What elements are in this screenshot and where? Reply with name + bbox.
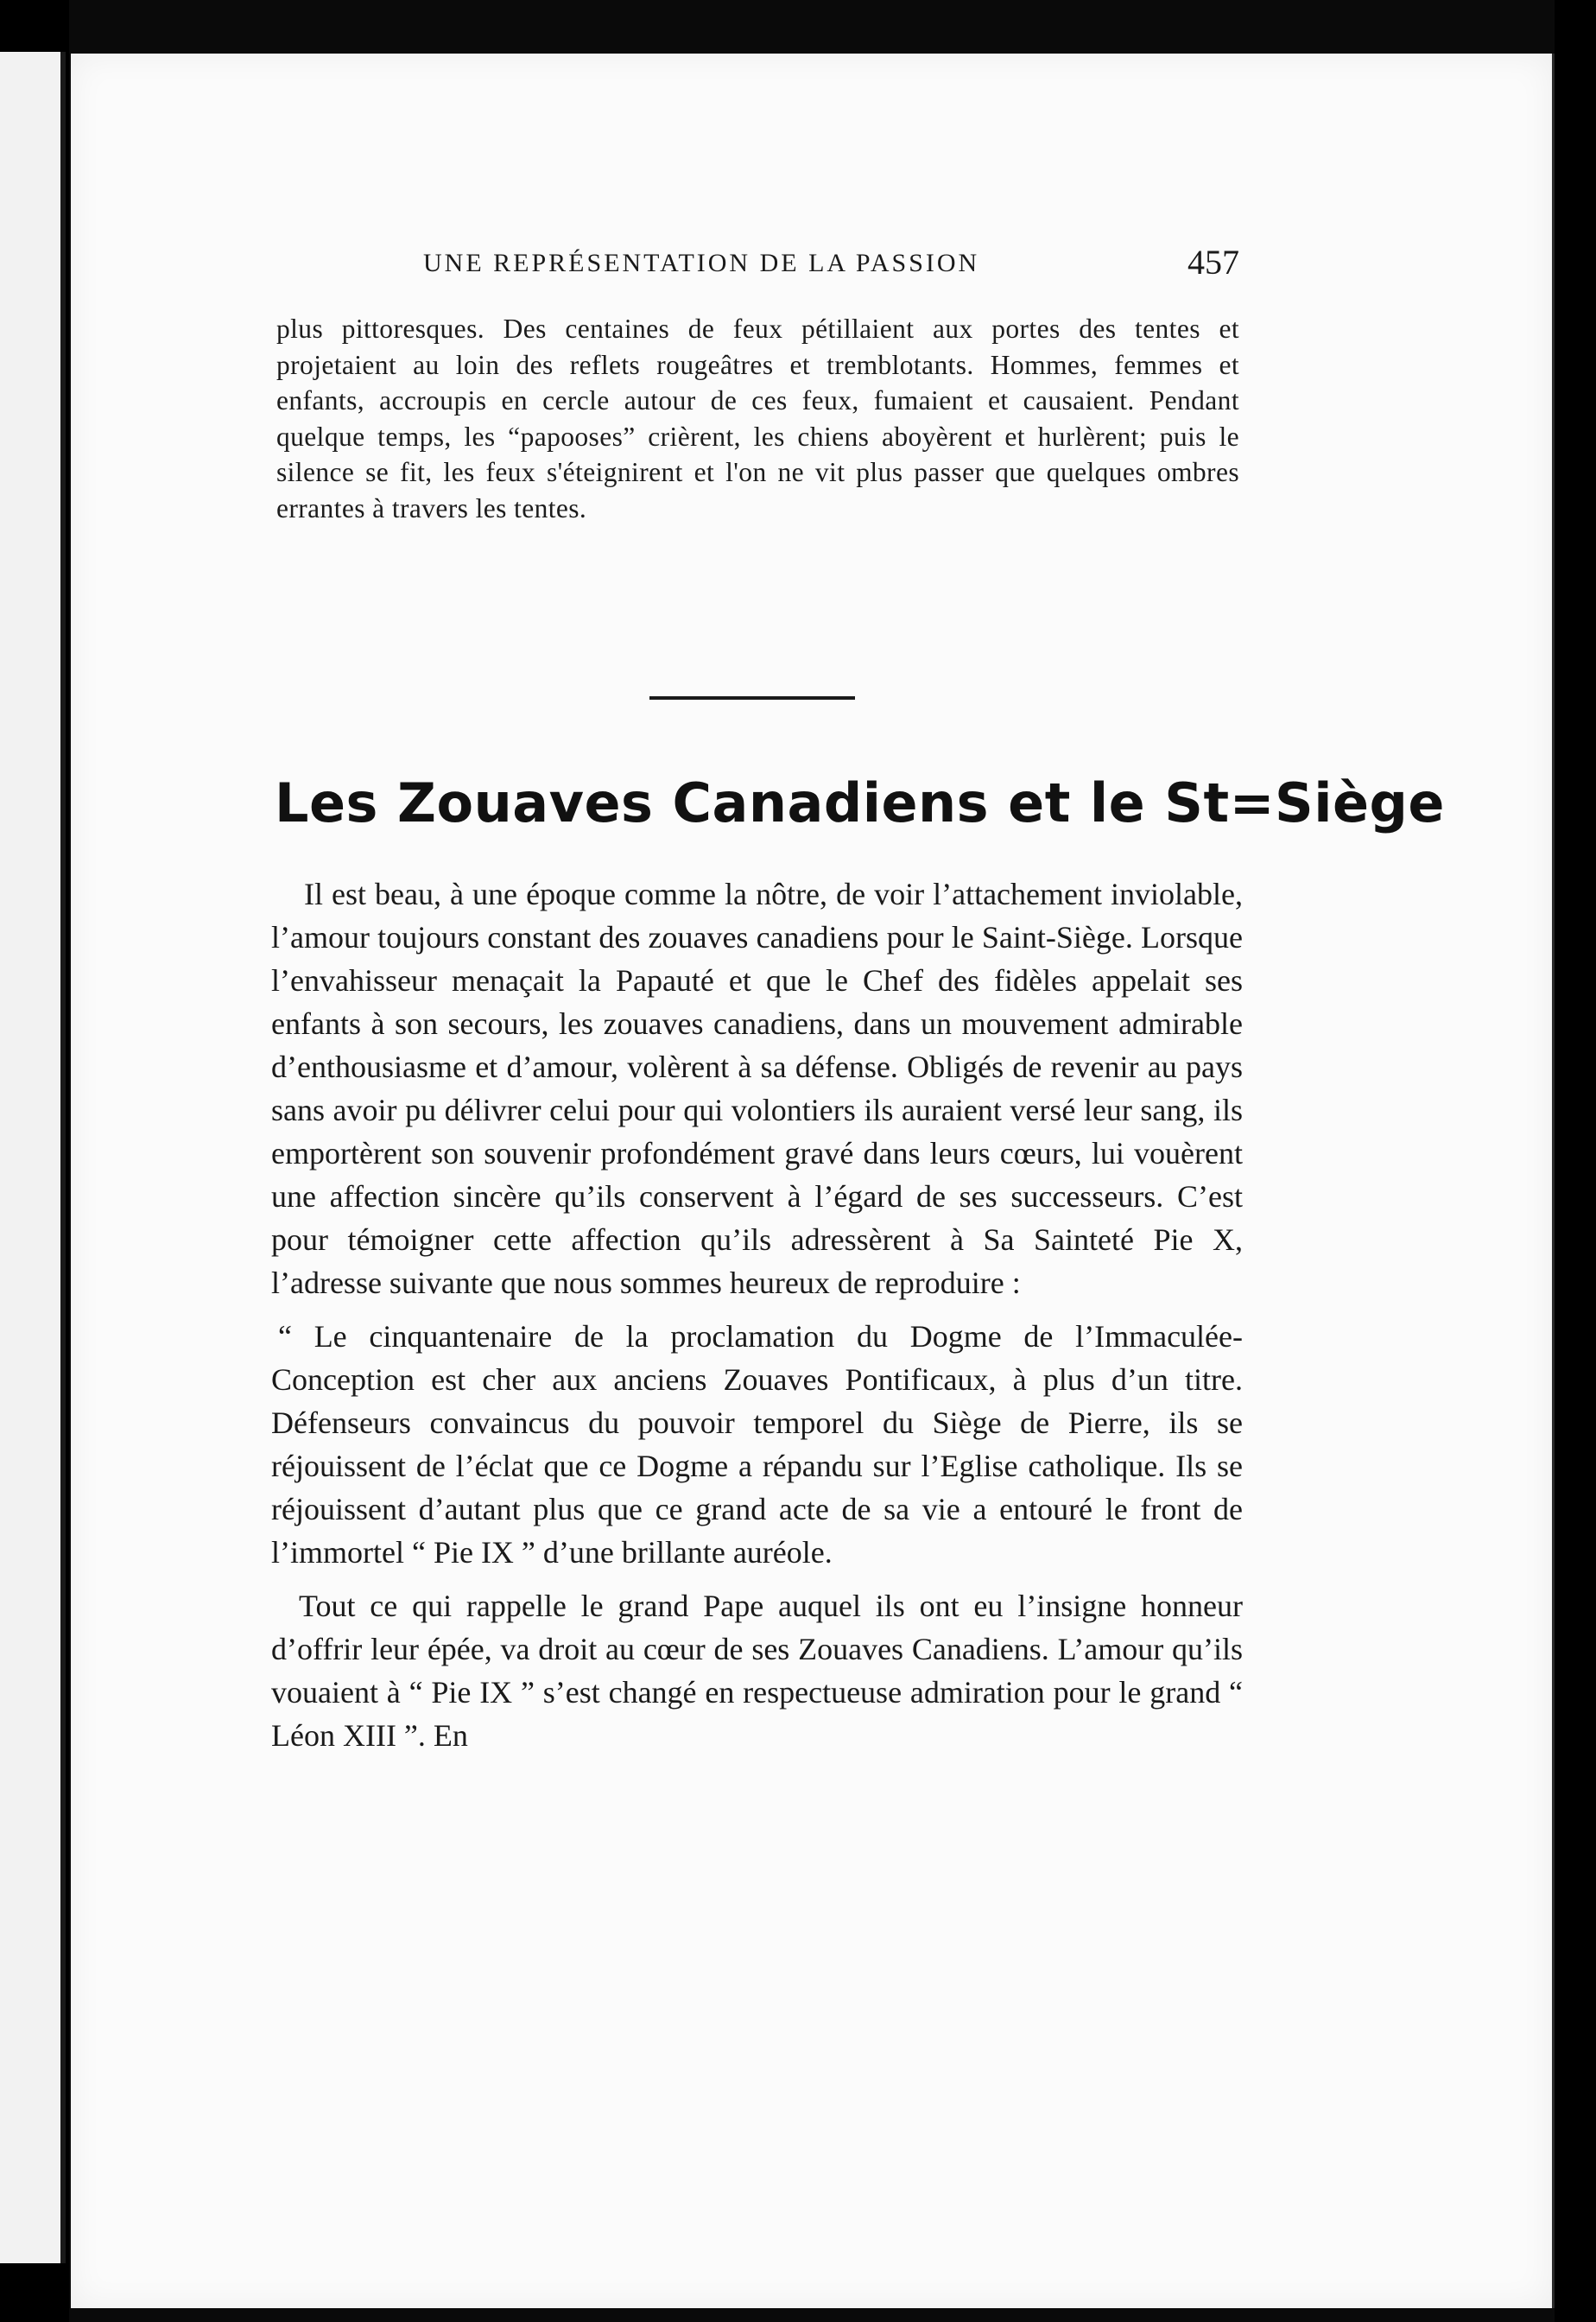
page-number: 457 [1188, 243, 1239, 282]
page-header [354, 242, 1239, 294]
continued-paragraph: plus pittoresques. Des centaines de feux pétillaient aux portes des tentes et projetaient au loin des reflets rougeâtres et tremblotants. Hommes, femmes et enfants, accroupis en cercle autour de ces feux, fumaient et causaient. Pendant quelque temps, les “papooses” crièrent, les chiens aboyèrent et hurlèrent; puis le silence se fit, les feux s'éteignirent et l'on ne vit plus passer que quelques ombres errantes à travers les tentes. [276, 314, 1239, 523]
previous-page-edge [0, 52, 66, 2263]
article-paragraph: Tout ce qui rappelle le grand Pape auquel ils ont eu l’insigne honneur d’offrir leur épée, va droit au cœur de ses Zouaves Canadiens. L’amour qu’ils vouaient à “ Pie IX ” s’est changé en respectueuse admiration pour le grand “ Léon XIII ”. En [271, 1589, 1243, 1753]
article-body [271, 872, 1243, 1767]
article-title: Les Zouaves Canadiens et le St=Siège [275, 771, 1445, 834]
running-head: UNE REPRÉSENTATION DE LA PASSION [423, 249, 980, 277]
article-paragraph: “ Le cinquantenaire de la proclamation du Dogme de l’Immaculée-Conception est cher aux anciens Zouaves Pontificaux, à plus d’un titre. Défenseurs convaincus du pouvoir temporel du Siège de Pierre, ils se réjouissent de l’éclat que ce Dogme a répandu sur l’Eglise catholique. Ils se réjouissent d’autant plus que ce grand acte de sa vie a entouré le front de l’immortel “ Pie IX ” d’une brillante auréole. [271, 1319, 1243, 1570]
section-separator-rule [649, 696, 855, 700]
scan-right-border [1555, 0, 1596, 2322]
article-paragraph: Il est beau, à une époque comme la nôtre, de voir l’attachement inviolable, l’amour toujours constant des zouaves canadiens pour le Saint-Siège. Lorsque l’envahisseur menaçait la Papauté et que le Chef des fidèles appelait ses enfants à son secours, les zouaves canadiens, dans un mouvement admirable d’enthousiasme et d’amour, volèrent à sa défense. Obligés de revenir au pays sans avoir pu délivrer celui pour qui volontiers ils auraient versé leur sang, ils emportèrent son souvenir profondément gravé dans leurs cœurs, lui vouèrent une affection sincère qu’ils conservent à l’égard de ses successeurs. C’est pour témoigner cette affection qu’ils adressèrent à Sa Sainteté Pie X, l’adresse suivante que nous sommes heureux de reproduire : [271, 877, 1243, 1300]
